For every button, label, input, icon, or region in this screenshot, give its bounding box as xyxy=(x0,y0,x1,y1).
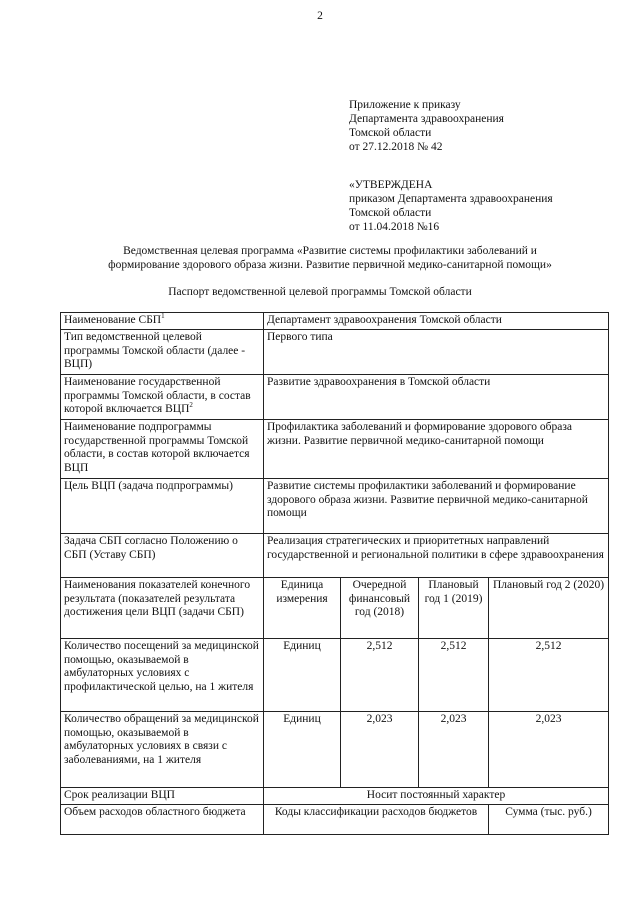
row-label-text: Наименование государственной программы Томской области, в состав которой включается ВЦП xyxy=(64,376,251,415)
unit-header: Единица измерения xyxy=(264,578,341,639)
year-2018-header: Очередной финансовый год (2018) xyxy=(341,578,419,639)
year-2020-header: Плановый год 2 (2020) xyxy=(489,578,609,639)
indicator-label: Количество посещений за медицинской помощью, оказываемой в амбулаторных условиях с профилактической целью, на 1 жителя xyxy=(61,639,264,712)
approval-stamp-block xyxy=(349,178,609,234)
program-title-line: Ведомственная целевая программа «Развитие системы профилактики заболеваний и xyxy=(123,245,537,257)
table-row xyxy=(61,313,609,330)
indicator-label: Количество обращений за медицинской помощью, оказываемой в амбулаторных условиях в связи с заболеваниями, на 1 жителя xyxy=(61,712,264,788)
table-row xyxy=(61,534,609,578)
row-label: Цель ВЦП (задача подпрограммы) xyxy=(61,479,264,534)
table-row xyxy=(61,479,609,534)
program-title xyxy=(60,244,600,272)
table-row xyxy=(61,330,609,375)
indicator-value-2018: 2,023 xyxy=(341,712,419,788)
footnote-mark: 2 xyxy=(189,401,193,410)
approval-line: приказом Департамента здравоохранения xyxy=(349,193,553,205)
indicator-row xyxy=(61,639,609,712)
row-label: Тип ведомственной целевой программы Томской области (далее - ВЦП) xyxy=(61,330,264,375)
row-value: Развитие системы профилактики заболеваний и формирование здорового образа жизни. Развитие первичной медико-санитарной помощи xyxy=(264,479,609,534)
term-row xyxy=(61,788,609,805)
indicator-value-2019: 2,023 xyxy=(419,712,489,788)
appendix-block xyxy=(349,98,609,154)
appendix-line: от 27.12.2018 № 42 xyxy=(349,141,443,153)
indicators-header-row xyxy=(61,578,609,639)
approval-line: от 11.04.2018 №16 xyxy=(349,221,440,233)
term-label: Срок реализации ВЦП xyxy=(61,788,264,805)
indicator-value-2018: 2,512 xyxy=(341,639,419,712)
budget-codes-header: Коды классификации расходов бюджетов xyxy=(264,804,489,834)
budget-row xyxy=(61,804,609,834)
row-value: Развитие здравоохранения в Томской области xyxy=(264,375,609,420)
row-label xyxy=(61,375,264,420)
program-title-line: формирование здорового образа жизни. Развитие первичной медико-санитарной помощи» xyxy=(108,259,552,271)
passport-title: Паспорт ведомственной целевой программы Томской области xyxy=(168,286,472,298)
year-2019-header: Плановый год 1 (2019) xyxy=(419,578,489,639)
indicator-row xyxy=(61,712,609,788)
passport-table xyxy=(60,312,609,835)
row-label: Задача СБП согласно Положению о СБП (Уставу СБП) xyxy=(61,534,264,578)
term-value: Носит постоянный характер xyxy=(264,788,609,805)
appendix-line: Департамента здравоохранения xyxy=(349,113,504,125)
appendix-line: Томской области xyxy=(349,127,432,139)
row-value: Первого типа xyxy=(264,330,609,375)
indicator-unit: Единиц xyxy=(264,712,341,788)
row-label-text: Наименование СБП xyxy=(64,314,162,326)
row-value: Департамент здравоохранения Томской области xyxy=(264,313,609,330)
table-row xyxy=(61,375,609,420)
approval-line: «УТВЕРЖДЕНА xyxy=(349,179,433,191)
indicator-value-2020: 2,512 xyxy=(489,639,609,712)
indicator-unit: Единиц xyxy=(264,639,341,712)
approval-line: Томской области xyxy=(349,207,432,219)
footnote-mark: 1 xyxy=(161,312,165,321)
indicators-header-label: Наименования показателей конечного результата (показателей результата достижения цели ВЦП (задачи СБП) xyxy=(61,578,264,639)
row-value: Профилактика заболеваний и формирование здорового образа жизни. Развитие первичной медико-санитарной помощи xyxy=(264,420,609,479)
appendix-line: Приложение к приказу xyxy=(349,99,461,111)
budget-label: Объем расходов областного бюджета xyxy=(61,804,264,834)
indicator-value-2020: 2,023 xyxy=(489,712,609,788)
indicator-value-2019: 2,512 xyxy=(419,639,489,712)
row-label: Наименование подпрограммы государственной программы Томской области, в состав которой включается ВЦП xyxy=(61,420,264,479)
budget-sum-header: Сумма (тыс. руб.) xyxy=(489,804,609,834)
page-number: 2 xyxy=(317,10,323,22)
row-label xyxy=(61,313,264,330)
row-value: Реализация стратегических и приоритетных направлений государственной и региональной политики в сфере здравоохранения xyxy=(264,534,609,578)
table-row xyxy=(61,420,609,479)
